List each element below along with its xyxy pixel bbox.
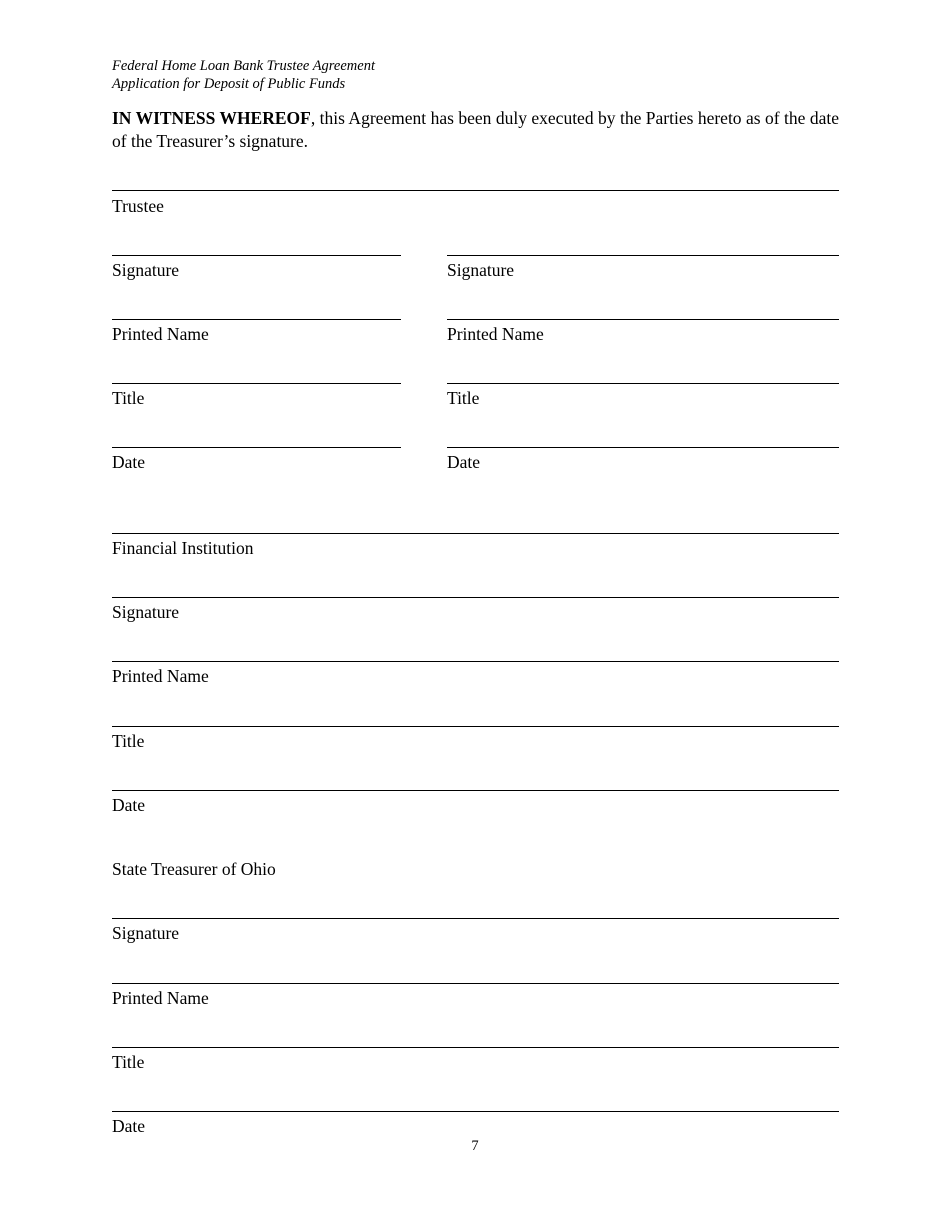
fi-printed-name-label: Printed Name xyxy=(112,666,209,686)
witness-bold-lead: IN WITNESS WHEREOF xyxy=(112,108,311,128)
trustee-right-title-label: Title xyxy=(447,388,480,408)
trustee-heading: Trustee xyxy=(112,196,164,216)
trustee-right-title-line[interactable] xyxy=(447,383,839,384)
fi-date-label: Date xyxy=(112,795,146,815)
fi-date-line[interactable] xyxy=(112,790,839,791)
financial-institution-heading: Financial Institution xyxy=(112,538,254,558)
st-printed-name-line[interactable] xyxy=(112,983,839,984)
trustee-left-date-label: Date xyxy=(112,452,146,472)
trustee-left-date-line[interactable] xyxy=(112,447,401,448)
trustee-left-title-label: Title xyxy=(112,388,145,408)
fi-printed-name-line[interactable] xyxy=(112,661,839,662)
st-title-label: Title xyxy=(112,1052,145,1072)
page-number: 7 xyxy=(471,1138,479,1154)
trustee-left-signature-label: Signature xyxy=(112,260,180,280)
fi-signature-line[interactable] xyxy=(112,597,839,598)
fi-title-line[interactable] xyxy=(112,726,839,727)
trustee-right-signature-line[interactable] xyxy=(447,255,839,256)
st-date-label: Date xyxy=(112,1116,146,1136)
financial-institution-name-line[interactable] xyxy=(112,533,839,534)
trustee-right-date-label: Date xyxy=(447,452,481,472)
trustee-left-signature-line[interactable] xyxy=(112,255,401,256)
st-signature-line[interactable] xyxy=(112,918,839,919)
fi-title-label: Title xyxy=(112,731,145,751)
st-printed-name-label: Printed Name xyxy=(112,988,209,1008)
running-header-title: Federal Home Loan Bank Trustee Agreement xyxy=(112,58,375,74)
state-treasurer-heading: State Treasurer of Ohio xyxy=(112,859,276,879)
trustee-name-line[interactable] xyxy=(112,190,839,191)
trustee-right-printed-name-label: Printed Name xyxy=(447,324,544,344)
witness-text: , this Agreement has been duly executed by the Parties hereto as of the date of the Treasurer’s signature. xyxy=(112,108,839,151)
trustee-right-printed-name-line[interactable] xyxy=(447,319,839,320)
trustee-left-title-line[interactable] xyxy=(112,383,401,384)
trustee-left-printed-name-line[interactable] xyxy=(112,319,401,320)
trustee-right-signature-label: Signature xyxy=(447,260,515,280)
trustee-right-date-line[interactable] xyxy=(447,447,839,448)
st-signature-label: Signature xyxy=(112,923,180,943)
witness-paragraph xyxy=(112,107,839,153)
st-date-line[interactable] xyxy=(112,1111,839,1112)
st-title-line[interactable] xyxy=(112,1047,839,1048)
running-header-subtitle: Application for Deposit of Public Funds xyxy=(112,76,346,92)
trustee-left-printed-name-label: Printed Name xyxy=(112,324,209,344)
fi-signature-label: Signature xyxy=(112,602,180,622)
